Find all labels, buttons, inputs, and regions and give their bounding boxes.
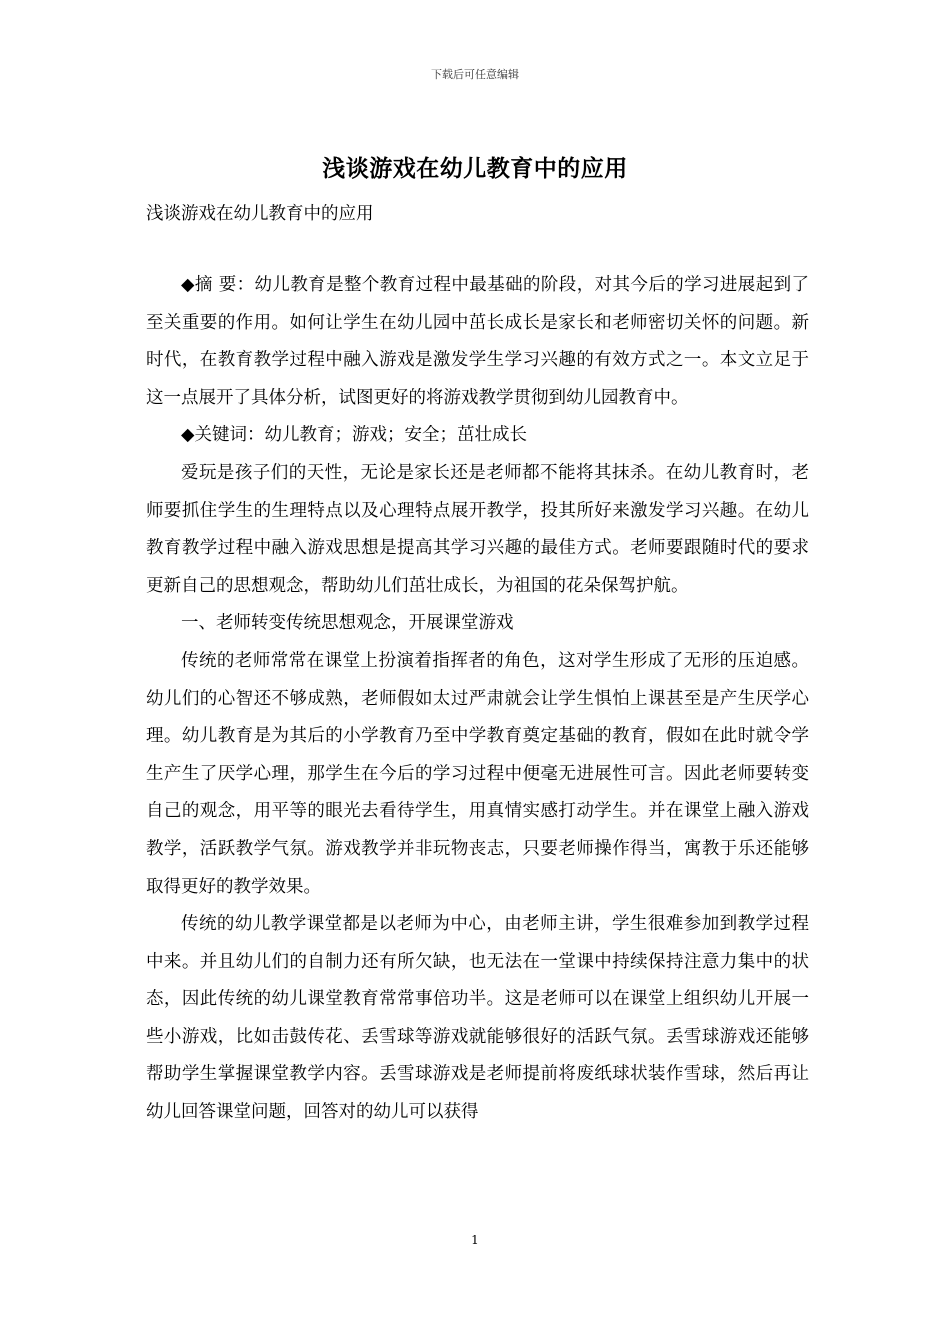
keywords-paragraph: ◆关键词：幼儿教育；游戏；安全；茁壮成长 — [181, 425, 527, 446]
page-number: 1 — [471, 1233, 479, 1247]
body-paragraph: 传统的幼儿教学课堂都是以老师为中心，由老师主讲，学生很难参加到教学过程中来。并且幼儿们的自制力还有所欠缺，也无法在一堂课中持续保持注意力集中的状态，因此传统的幼儿课堂教育常常事倍功半。这是老师可以在课堂上组织幼儿开展一些小游戏，比如击鼓传花、丢雪球等游戏就能够很好的活跃气氛。丢雪球游戏还能够帮助学生掌握课堂教学内容。丢雪球游戏是老师提前将废纸球状装作雪球，然后再让幼儿回答课堂问题，回答对的幼儿可以获得 — [146, 914, 809, 1123]
section-heading: 一、老师转变传统思想观念，开展课堂游戏 — [181, 613, 514, 634]
abstract-paragraph: ◆摘 要：幼儿教育是整个教育过程中最基础的阶段，对其今后的学习进展起到了至关重要的作用。如何让学生在幼儿园中茁长成长是家长和老师密切关怀的问题。新时代，在教育教学过程中融入游戏是激发学生学习兴趣的有效方式之一。本文立足于这一点展开了具体分析，试图更好的将游戏教学贯彻到幼儿园教育中。 — [146, 275, 809, 408]
page-header: 下载后可任意编辑 — [431, 68, 519, 81]
document-body — [146, 267, 809, 1132]
intro-paragraph: 爱玩是孩子们的天性，无论是家长还是老师都不能将其抹杀。在幼儿教育时，老师要抓住学生的生理特点以及心理特点展开教学，投其所好来激发学习兴趣。在幼儿教育教学过程中融入游戏思想是提高其学习兴趣的最佳方式。老师要跟随时代的要求更新自己的思想观念，帮助幼儿们茁壮成长，为祖国的花朵保驾护航。 — [146, 462, 809, 596]
document-title: 浅谈游戏在幼儿教育中的应用 — [322, 155, 628, 182]
body-paragraph: 传统的老师常常在课堂上扮演着指挥者的角色，这对学生形成了无形的压迫感。幼儿们的心智还不够成熟，老师假如太过严肃就会让学生惧怕上课甚至是产生厌学心理。幼儿教育是为其后的小学教育乃至中学教育奠定基础的教育，假如在此时就令学生产生了厌学心理，那学生在今后的学习过程中便毫无进展性可言。因此老师要转变自己的观念，用平等的眼光去看待学生，用真情实感打动学生。并在课堂上融入游戏教学，活跃教学气氛。游戏教学并非玩物丧志，只要老师操作得当，寓教于乐还能够取得更好的教学效果。 — [146, 650, 809, 897]
document-subtitle: 浅谈游戏在幼儿教育中的应用 — [146, 204, 374, 224]
